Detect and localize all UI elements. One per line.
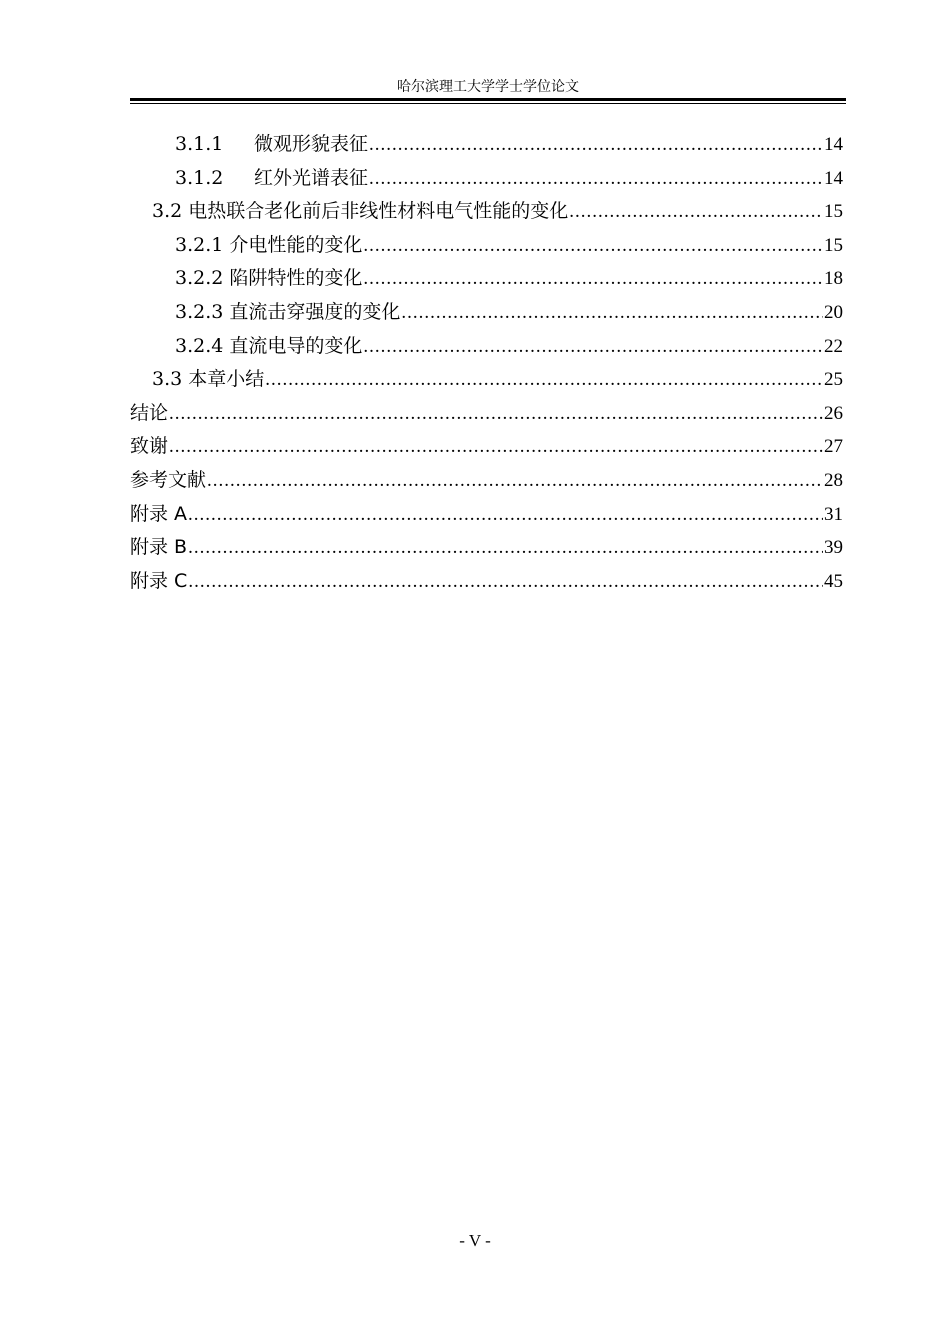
toc-entry-page: 18 bbox=[824, 268, 843, 290]
toc-entry-title bbox=[175, 229, 362, 263]
toc-entry[interactable] bbox=[130, 195, 843, 229]
toc-dot-leader bbox=[169, 430, 823, 464]
toc-dot-leader bbox=[369, 128, 823, 162]
toc-entry-title bbox=[130, 430, 168, 464]
toc-entry-page: 45 bbox=[824, 570, 843, 592]
header-rule-thick bbox=[130, 98, 846, 101]
toc-dot-leader bbox=[569, 195, 823, 229]
toc-entry-label: 致谢 bbox=[130, 435, 169, 458]
toc-entry[interactable] bbox=[130, 464, 843, 498]
toc-entry[interactable] bbox=[130, 296, 843, 330]
toc-entry-label: 结论 bbox=[130, 401, 169, 424]
toc-entry-number: 3.2.4 bbox=[175, 334, 224, 357]
toc-entry[interactable] bbox=[130, 531, 843, 565]
toc-dot-leader bbox=[363, 262, 823, 296]
toc-dot-leader bbox=[188, 531, 823, 565]
toc-entry-label: 参考文献 bbox=[130, 468, 207, 491]
header-rule-thin bbox=[130, 103, 846, 104]
toc-entry[interactable] bbox=[130, 162, 843, 196]
toc-entry-title bbox=[152, 363, 264, 397]
toc-entry-number: 3.2.2 bbox=[175, 267, 224, 290]
running-header: 哈尔滨理工大学学士学位论文 bbox=[397, 79, 579, 95]
toc-dot-leader bbox=[369, 162, 823, 196]
toc-entry[interactable] bbox=[130, 565, 843, 599]
toc-entry[interactable] bbox=[130, 363, 843, 397]
toc-entry-number: 3.2.3 bbox=[175, 300, 224, 323]
toc-dot-leader bbox=[207, 464, 823, 498]
toc-entry[interactable] bbox=[130, 262, 843, 296]
toc-entry-page: 27 bbox=[824, 436, 843, 458]
toc-entry-number: 3.2 bbox=[152, 200, 183, 223]
toc-entry-title bbox=[175, 296, 400, 330]
toc-entry[interactable] bbox=[130, 397, 843, 431]
toc-entry-page: 15 bbox=[824, 201, 843, 223]
toc-entry-page: 20 bbox=[824, 301, 843, 323]
toc-entry-title bbox=[130, 464, 206, 498]
toc-entry-page: 25 bbox=[824, 369, 843, 391]
toc-entry-number: 3.1.1 bbox=[175, 133, 224, 155]
toc-dot-leader bbox=[188, 498, 823, 532]
page-number: - V - bbox=[459, 1231, 491, 1250]
toc-entry-label: 电热联合老化前后非线性材料电气性能的变化 bbox=[188, 200, 569, 223]
toc-dot-leader bbox=[363, 229, 823, 263]
toc-entry-title bbox=[175, 162, 368, 196]
toc-entry-page: 28 bbox=[824, 469, 843, 491]
toc-entry-page: 14 bbox=[824, 134, 843, 155]
toc-entry-label: 直流电导的变化 bbox=[229, 334, 363, 357]
toc-entry[interactable] bbox=[130, 330, 843, 364]
toc-entry-label: 附录 C bbox=[130, 569, 188, 592]
toc-entry-label: 附录 A bbox=[130, 502, 188, 525]
toc-entry-page: 22 bbox=[824, 335, 843, 357]
toc-dot-leader bbox=[188, 565, 823, 599]
toc-entry-title bbox=[130, 397, 168, 431]
toc-entry[interactable] bbox=[130, 498, 843, 532]
toc-entry-label: 微观形貌表征 bbox=[254, 133, 369, 155]
table-of-contents bbox=[130, 128, 843, 598]
toc-entry-label: 直流击穿强度的变化 bbox=[229, 300, 401, 323]
toc-entry-page: 31 bbox=[824, 503, 843, 525]
toc-entry-page: 14 bbox=[824, 167, 843, 189]
toc-entry-title bbox=[175, 262, 362, 296]
toc-entry-title bbox=[130, 565, 187, 599]
toc-entry-label: 本章小结 bbox=[188, 368, 265, 391]
toc-entry-title bbox=[152, 195, 568, 229]
toc-entry-label: 红外光谱表征 bbox=[254, 166, 369, 189]
toc-dot-leader bbox=[265, 363, 823, 397]
toc-entry-title bbox=[175, 128, 368, 162]
toc-entry-number: 3.2.1 bbox=[175, 233, 224, 256]
toc-entry-page: 15 bbox=[824, 234, 843, 256]
toc-dot-leader bbox=[401, 296, 823, 330]
toc-entry[interactable] bbox=[130, 128, 843, 162]
toc-entry-page: 26 bbox=[824, 402, 843, 424]
toc-entry-label: 附录 B bbox=[130, 536, 188, 559]
toc-entry[interactable] bbox=[130, 229, 843, 263]
toc-entry[interactable] bbox=[130, 430, 843, 464]
toc-entry-label: 介电性能的变化 bbox=[229, 233, 363, 256]
toc-entry-number: 3.1.2 bbox=[175, 166, 224, 189]
toc-entry-title bbox=[130, 498, 187, 532]
toc-entry-title bbox=[130, 531, 187, 565]
toc-dot-leader bbox=[169, 397, 823, 431]
toc-entry-number: 3.3 bbox=[152, 368, 183, 391]
toc-entry-title bbox=[175, 330, 362, 364]
toc-entry-page: 39 bbox=[824, 537, 843, 559]
toc-dot-leader bbox=[363, 330, 823, 364]
toc-entry-label: 陷阱特性的变化 bbox=[229, 267, 363, 290]
